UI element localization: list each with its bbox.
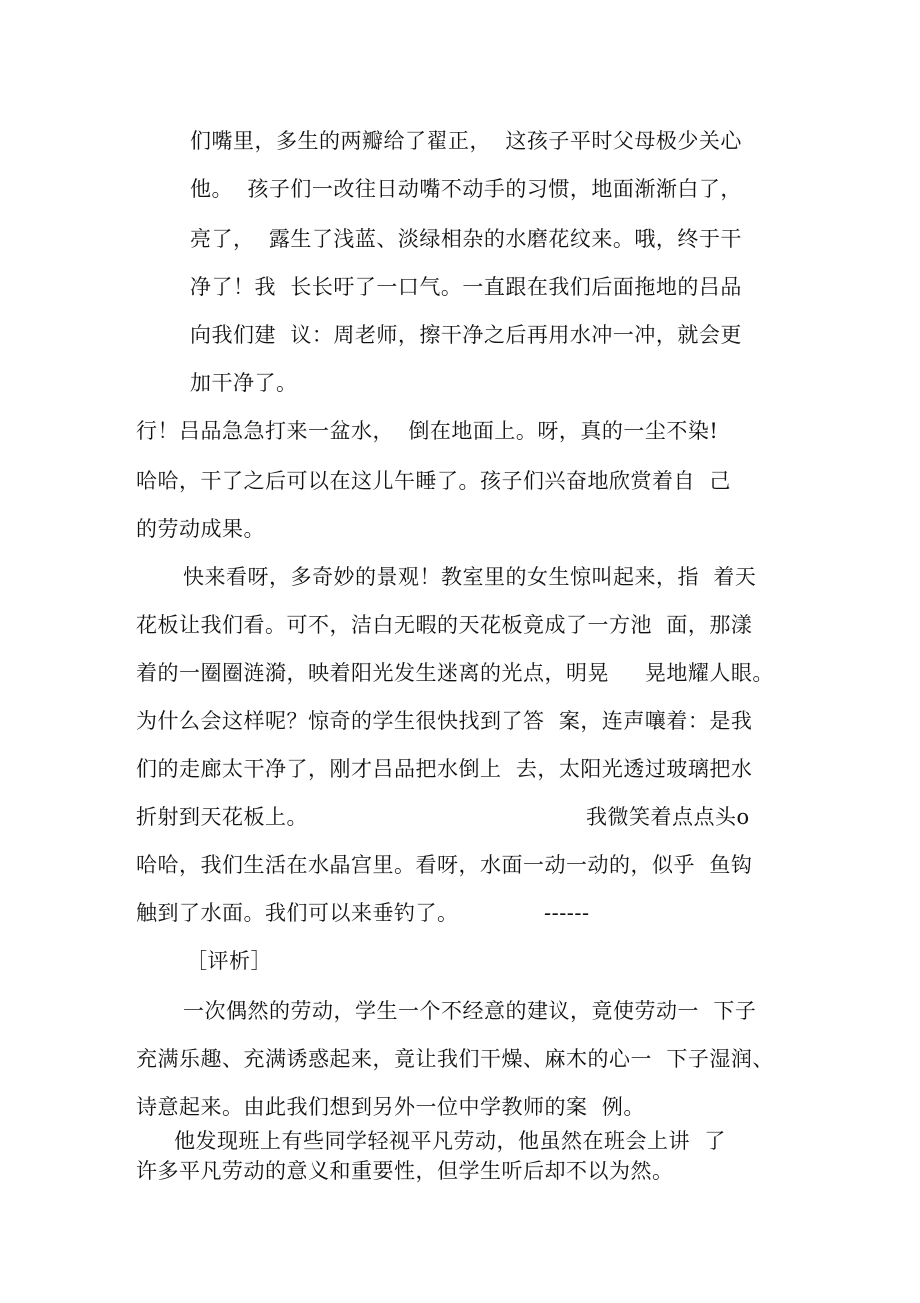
text-line-15-right: 我微笑着点点头o [586,805,750,829]
text-line-4: 净了！我 长长吁了一口气。一直跟在我们后面拖地的吕品 [190,275,742,299]
text-line-15: 折射到天花板上。 [136,805,308,829]
text-line-5: 向我们建 议：周老师，擦干净之后再用水冲一冲，就会更 [190,323,742,347]
text-line-2: 他。 孩子们一改往日动嘴不动手的习惯，地面渐渐白了， [190,177,742,201]
text-line-10: 快来看呀，多奇妙的景观！教室里的女生惊叫起来，指 着天 [183,565,757,589]
dash-separator: ------ [544,901,590,925]
text-line-12: 着的一圈圈涟漪，映着阳光发生迷离的光点，明晃 晃地耀人眼。 [136,661,774,685]
text-line-20: 诗意起来。由此我们想到另外一位中学教师的案 例。 [136,1095,645,1119]
text-line-8: 哈哈，干了之后可以在这儿午睡了。孩子们兴奋地欣赏着自 己 [136,469,731,493]
text-line-14: 们的走廊太干净了，刚才吕品把水倒上 去，太阳光透过玻璃把水 [136,757,753,781]
text-line-16: 哈哈，我们生活在水晶宫里。看呀，水面一动一动的，似乎 鱼钩 [136,853,753,877]
text-line-17: 触到了水面。我们可以来垂钓了。 [136,901,459,925]
text-line-9: 的劳动成果。 [136,517,265,541]
text-line-1: 们嘴里，多生的两瓣给了翟正， 这孩子平时父母极少关心 [190,129,742,153]
text-line-7: 行！吕品急急打来一盆水， 倒在地面上。呀，真的一尘不染! [136,419,719,443]
text-line-3: 亮了， 露生了浅蓝、淡绿相杂的水磨花纹来。哦，终于干 [190,227,742,251]
text-line-19: 充满乐趣、充满诱惑起来，竟让我们干燥、麻木的心一 下子湿润、 [136,1047,774,1071]
section-heading-analysis: ［评析］ [186,949,272,973]
text-line-11: 花板让我们看。可不，洁白无暇的天花板竟成了一方池 面，那漾 [136,613,753,637]
text-line-18: 一次偶然的劳动，学生一个不经意的建议，竟使劳动一 下子 [183,999,757,1023]
text-line-22: 许多平凡劳动的意义和重要性，但学生听后却不以为然。 [136,1159,674,1183]
text-line-21: 他发现班上有些同学轻视平凡劳动，他虽然在班会上讲 了 [174,1129,726,1153]
text-line-6: 加干净了。 [190,371,298,395]
text-line-13: 为什么会这样呢？惊奇的学生很快找到了答 案，连声嚷着：是我 [136,709,753,733]
